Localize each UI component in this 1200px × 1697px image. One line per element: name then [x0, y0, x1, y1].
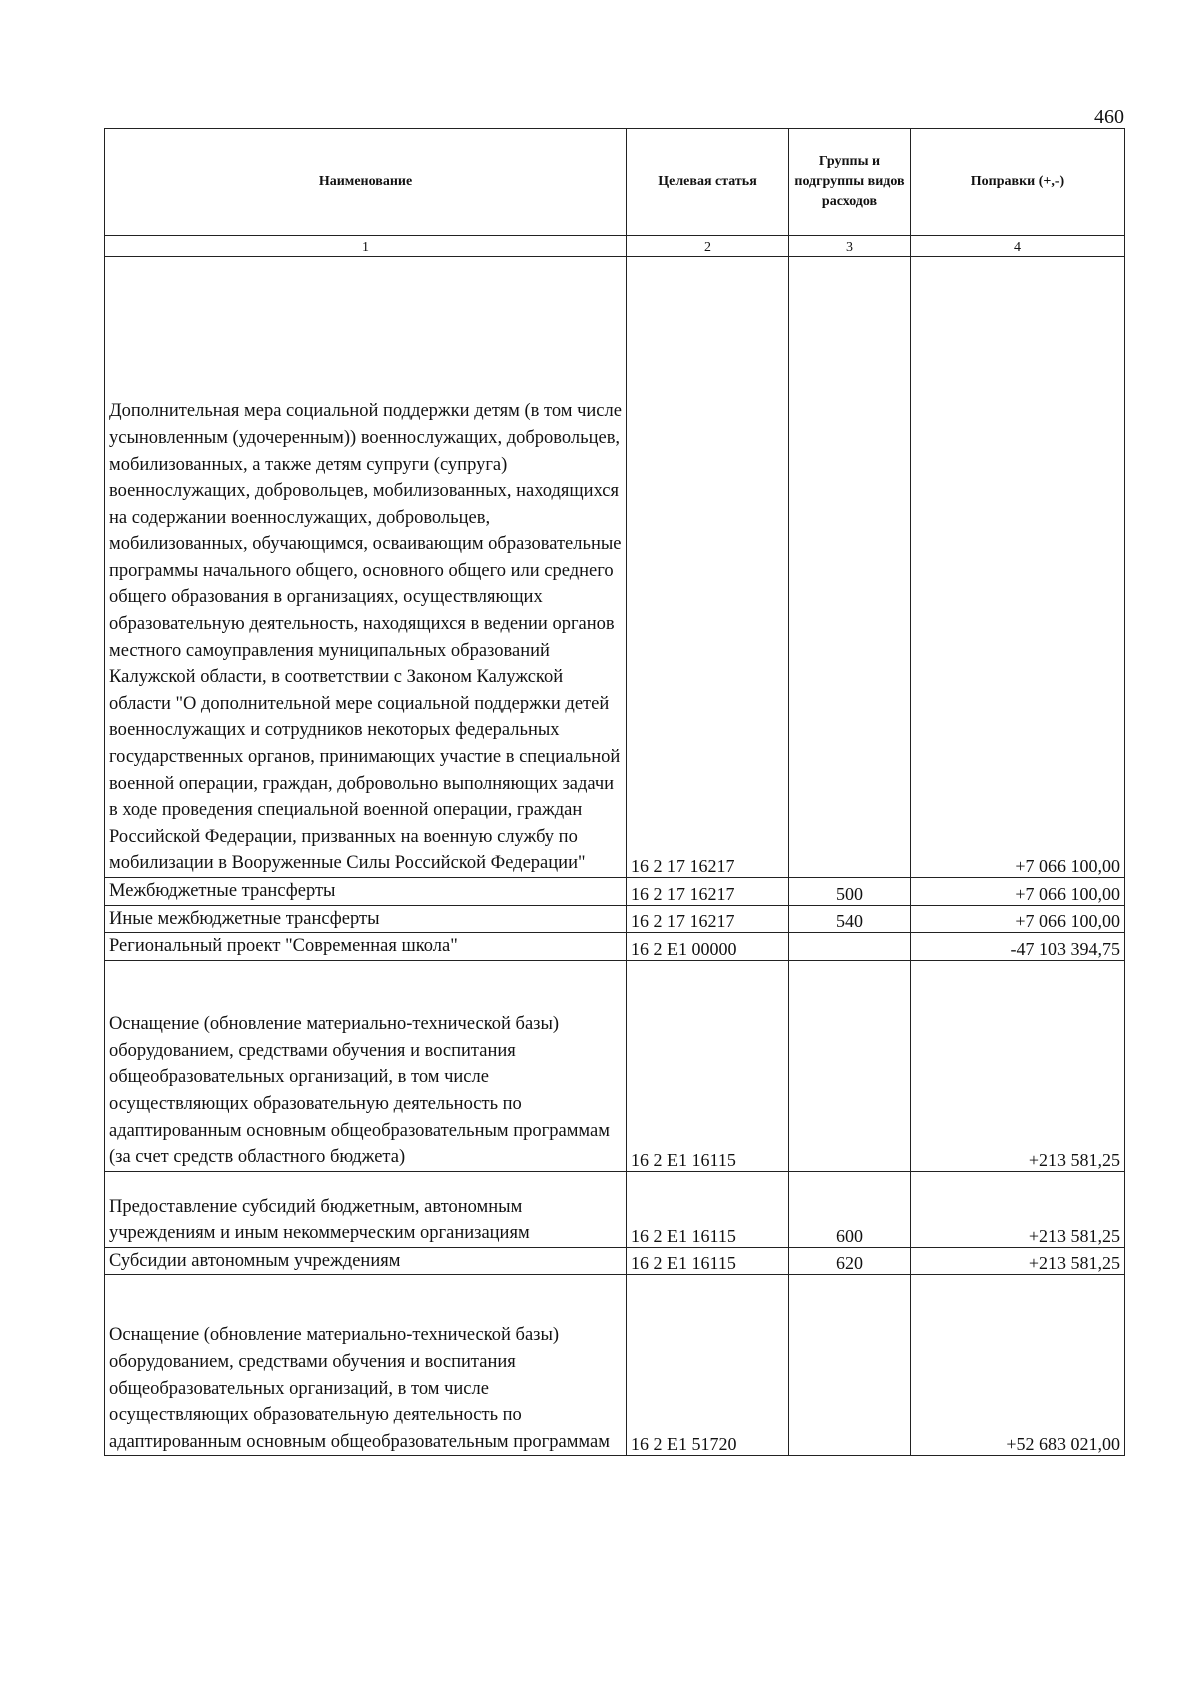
row-amount: +7 066 100,00	[911, 878, 1125, 906]
row-amount: +213 581,25	[911, 1171, 1125, 1247]
row-expense-group	[789, 960, 911, 1171]
row-expense-group: 500	[789, 878, 911, 906]
row-amount: +7 066 100,00	[911, 905, 1125, 933]
row-name: Иные межбюджетные трансферты	[105, 905, 627, 933]
row-expense-group: 600	[789, 1171, 911, 1247]
column-number: 3	[789, 236, 911, 257]
header-expense-groups: Группы и подгруппы видов расходов	[789, 129, 911, 236]
row-name: Субсидии автономным учреждениям	[105, 1247, 627, 1275]
row-expense-group	[789, 933, 911, 961]
header-target-article: Целевая статья	[627, 129, 789, 236]
row-name: Межбюджетные трансферты	[105, 878, 627, 906]
row-target-code: 16 2 E1 51720	[627, 1275, 789, 1456]
table-row	[105, 1247, 1125, 1275]
page-number: 460	[1094, 106, 1124, 128]
table-row	[105, 933, 1125, 961]
table-row	[105, 1275, 1125, 1456]
row-expense-group	[789, 257, 911, 878]
row-name: Предоставление субсидий бюджетным, автономным учреждениям и иным некоммерческим организациям	[105, 1171, 627, 1247]
table-header-row	[105, 129, 1125, 236]
row-amount: +213 581,25	[911, 1247, 1125, 1275]
row-amount: -47 103 394,75	[911, 933, 1125, 961]
row-target-code: 16 2 E1 16115	[627, 1171, 789, 1247]
row-amount: +7 066 100,00	[911, 257, 1125, 878]
column-number: 4	[911, 236, 1125, 257]
row-target-code: 16 2 17 16217	[627, 878, 789, 906]
column-number: 1	[105, 236, 627, 257]
row-name: Оснащение (обновление материально-технической базы) оборудованием, средствами обучения и воспитания общеобразовательных организаций, в том числе осуществляющих образовательную деятельность по адаптированным основным общеобразовательным программам	[105, 1275, 627, 1456]
header-name: Наименование	[105, 129, 627, 236]
row-expense-group	[789, 1275, 911, 1456]
budget-amendments-table	[104, 128, 1125, 1456]
table-row	[105, 878, 1125, 906]
column-number-row	[105, 236, 1125, 257]
row-target-code: 16 2 E1 16115	[627, 960, 789, 1171]
table-row	[105, 905, 1125, 933]
header-amendments: Поправки (+,-)	[911, 129, 1125, 236]
table-row	[105, 960, 1125, 1171]
table-row	[105, 1171, 1125, 1247]
row-expense-group: 620	[789, 1247, 911, 1275]
row-name: Оснащение (обновление материально-технической базы) оборудованием, средствами обучения и воспитания общеобразовательных организаций, в том числе осуществляющих образовательную деятельность по адаптированным основным общеобразовательным программам (за счет средств областного бюджета)	[105, 960, 627, 1171]
column-number: 2	[627, 236, 789, 257]
row-expense-group: 540	[789, 905, 911, 933]
row-target-code: 16 2 E1 16115	[627, 1247, 789, 1275]
row-amount: +213 581,25	[911, 960, 1125, 1171]
row-target-code: 16 2 E1 00000	[627, 933, 789, 961]
row-amount: +52 683 021,00	[911, 1275, 1125, 1456]
row-target-code: 16 2 17 16217	[627, 257, 789, 878]
row-target-code: 16 2 17 16217	[627, 905, 789, 933]
table-row	[105, 257, 1125, 878]
row-name: Региональный проект "Современная школа"	[105, 933, 627, 961]
row-name: Дополнительная мера социальной поддержки детям (в том числе усыновленным (удочеренным)) военнослужащих, добровольцев, мобилизованных, а также детям супруги (супруга) военнослужащих, добровольцев, мобилизованных, находящихся на содержании военнослужащих, добровольцев, мобилизованных, обучающимся, осваивающим образовательные программы начального общего, основного общего или среднего общего образования в организациях, осуществляющих образовательную деятельность, находящихся в ведении органов местного самоуправления муниципальных образований Калужской области, в соответствии с Законом Калужской области "О дополнительной мере социальной поддержки детей военнослужащих и сотрудников некоторых федеральных государственных органов, принимающих участие в специальной военной операции, граждан, добровольно выполняющих задачи в ходе проведения специальной военной операции, граждан Российской Федерации, призванных на военную службу по мобилизации в Вооруженные Силы Российской Федерации"	[105, 257, 627, 878]
